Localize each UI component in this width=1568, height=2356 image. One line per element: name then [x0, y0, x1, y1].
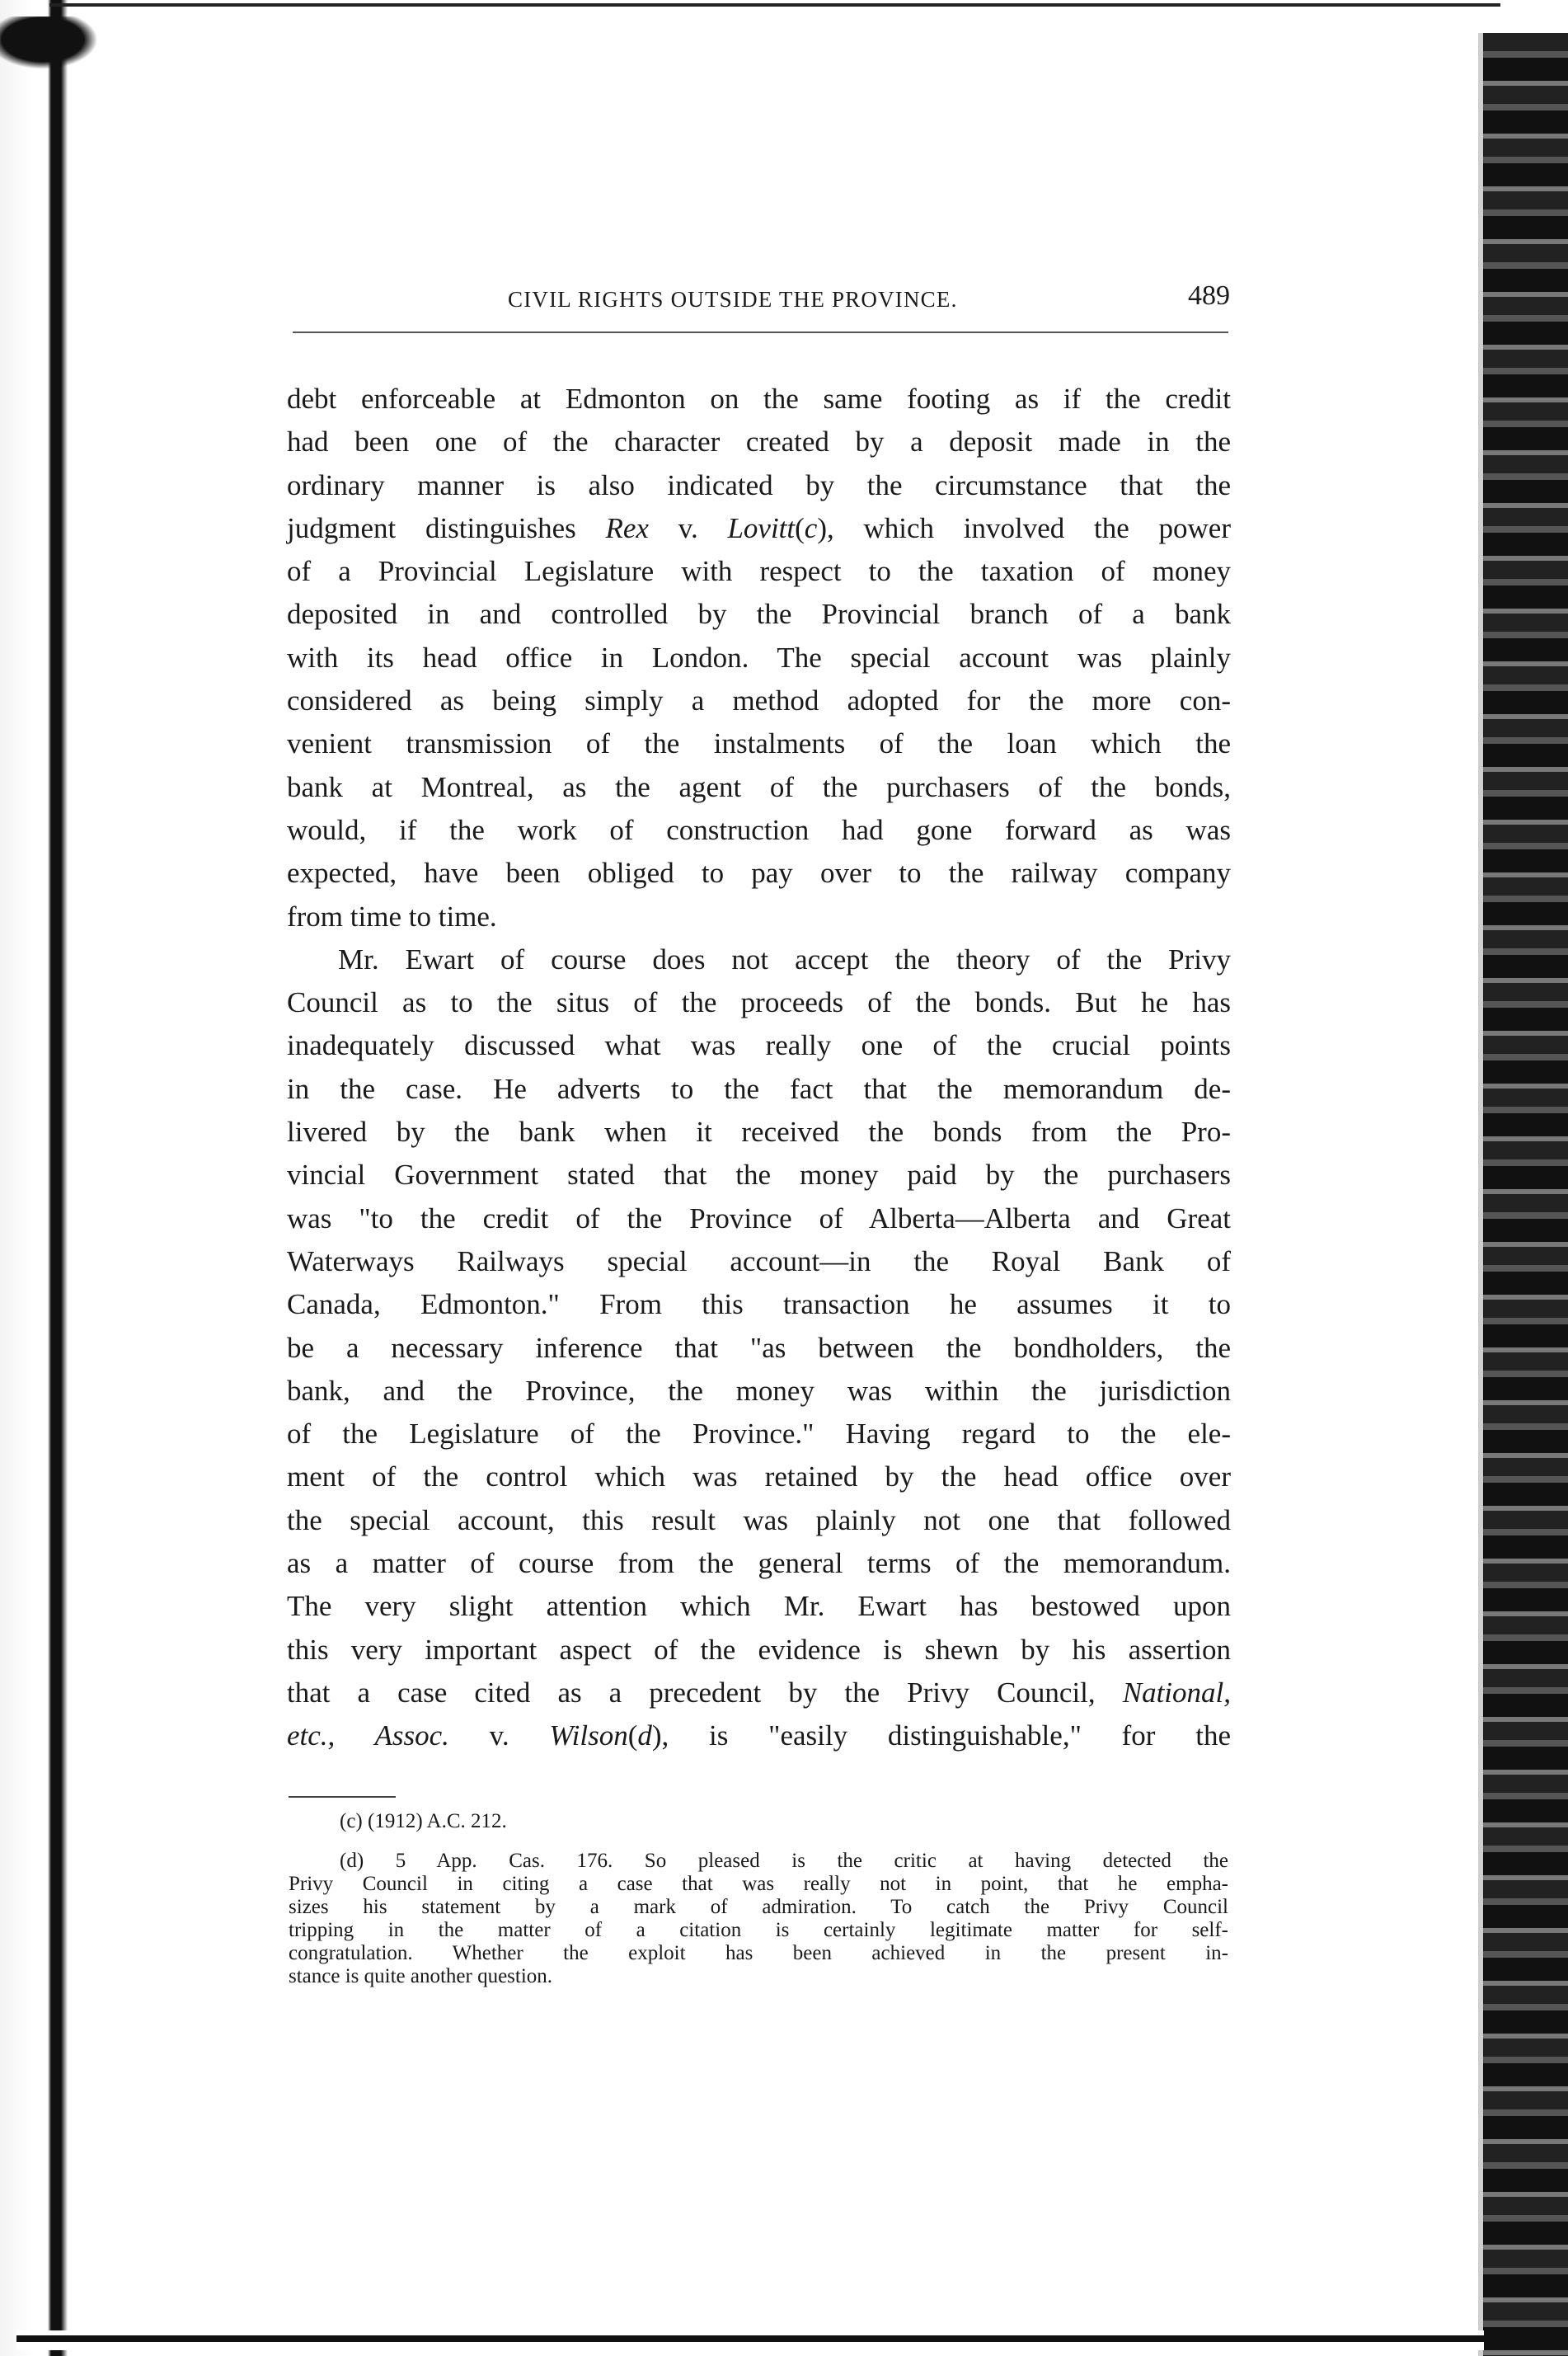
text-line: the special account, this result was plainly not one that followed: [287, 1503, 1231, 1536]
footnote-d-line: tripping in the matter of a citation is certainly legitimate matter for self-: [289, 1919, 1228, 1941]
text-line-with-case-citation: etc., Assoc. v. Wilson(d), is "easily distinguishable," for the: [287, 1719, 1231, 1752]
footnote-d-line: congratulation. Whether the exploit has been achieved in the present in-: [289, 1942, 1228, 1964]
footnote-c: (c) (1912) A.C. 212.: [340, 1810, 507, 1832]
text-line: was "to the credit of the Province of Alberta—Alberta and Great: [287, 1202, 1231, 1234]
text-line: expected, have been obliged to pay over to the railway company: [287, 857, 1231, 890]
text-line: bank, and the Province, the money was within the jurisdiction: [287, 1374, 1231, 1407]
page-number: 489: [1188, 280, 1230, 311]
footnote-d-line: stance is quite another question.: [289, 1965, 553, 1987]
text-line: in the case. He adverts to the fact that the memorandum de-: [287, 1072, 1231, 1105]
running-title: CIVIL RIGHTS OUTSIDE THE PROVINCE.: [508, 287, 958, 312]
text-line: with its head office in London. The special account was plainly: [287, 641, 1231, 674]
scan-left-border: [0, 0, 103, 2356]
text-line: bank at Montreal, as the agent of the purchasers of the bonds,: [287, 770, 1231, 803]
text-line-with-case-citation: that a case cited as a precedent by the Privy Council, National,: [287, 1676, 1231, 1709]
text-line-with-case-citation: judgment distinguishes Rex v. Lovitt(c), which involved the power: [287, 511, 1231, 544]
text-line: of a Provincial Legislature with respect to the taxation of money: [287, 555, 1231, 588]
text-line: livered by the bank when it received the bonds from the Pro-: [287, 1116, 1231, 1149]
text-line: Canada, Edmonton." From this transaction he assumes it to: [287, 1288, 1231, 1321]
footnote-d-line: sizes his statement by a mark of admiration. To catch the Privy Council: [289, 1896, 1228, 1918]
footnote-d-line: (d) 5 App. Cas. 176. So pleased is the critic at having detected the: [340, 1850, 1228, 1872]
text-line: ment of the control which was retained by the head office over: [287, 1460, 1231, 1493]
scan-bottom-border: [16, 2330, 1484, 2350]
footnote-rule: [289, 1796, 396, 1798]
text-line: Waterways Railways special account—in the Royal Bank of: [287, 1244, 1231, 1277]
text-line: ordinary manner is also indicated by the circumstance that the: [287, 468, 1231, 501]
text-line-paragraph-end: from time to time.: [287, 900, 497, 933]
text-line: Council as to the situs of the proceeds of the bonds. But he has: [287, 986, 1231, 1019]
text-line-paragraph-start: Mr. Ewart of course does not accept the theory of the Privy: [338, 943, 1231, 976]
text-line: would, if the work of construction had gone forward as was: [287, 813, 1231, 846]
text-line: vincial Government stated that the money paid by the purchasers: [287, 1159, 1231, 1192]
footnotes: [289, 1810, 1228, 1988]
text-line: be a necessary inference that "as between the bondholders, the: [287, 1331, 1231, 1364]
text-line: The very slight attention which Mr. Ewart has bestowed upon: [287, 1590, 1231, 1623]
text-line: had been one of the character created by a deposit made in the: [287, 426, 1231, 459]
text-line: considered as being simply a method adopted for the more con-: [287, 684, 1231, 717]
text-line: debt enforceable at Edmonton on the same footing as if the credit: [287, 383, 1231, 415]
scan-right-border: [1478, 33, 1568, 2356]
text-line: venient transmission of the instalments of the loan which the: [287, 727, 1231, 760]
page-header: [290, 280, 1230, 325]
scan-top-border: [49, 3, 1500, 15]
footnote-d-line: Privy Council in citing a case that was really not in point, that he empha-: [289, 1873, 1228, 1895]
text-line: deposited in and controlled by the Provincial branch of a bank: [287, 598, 1231, 631]
body-text: [287, 378, 1231, 1758]
text-line: as a matter of course from the general terms of the memorandum.: [287, 1547, 1231, 1580]
text-line: of the Legislature of the Province." Having regard to the ele-: [287, 1418, 1231, 1451]
header-rule: [293, 332, 1228, 333]
text-line: this very important aspect of the evidence is shewn by his assertion: [287, 1633, 1231, 1666]
scan-ink-blot: [0, 16, 107, 74]
text-line: inadequately discussed what was really one of the crucial points: [287, 1029, 1231, 1062]
